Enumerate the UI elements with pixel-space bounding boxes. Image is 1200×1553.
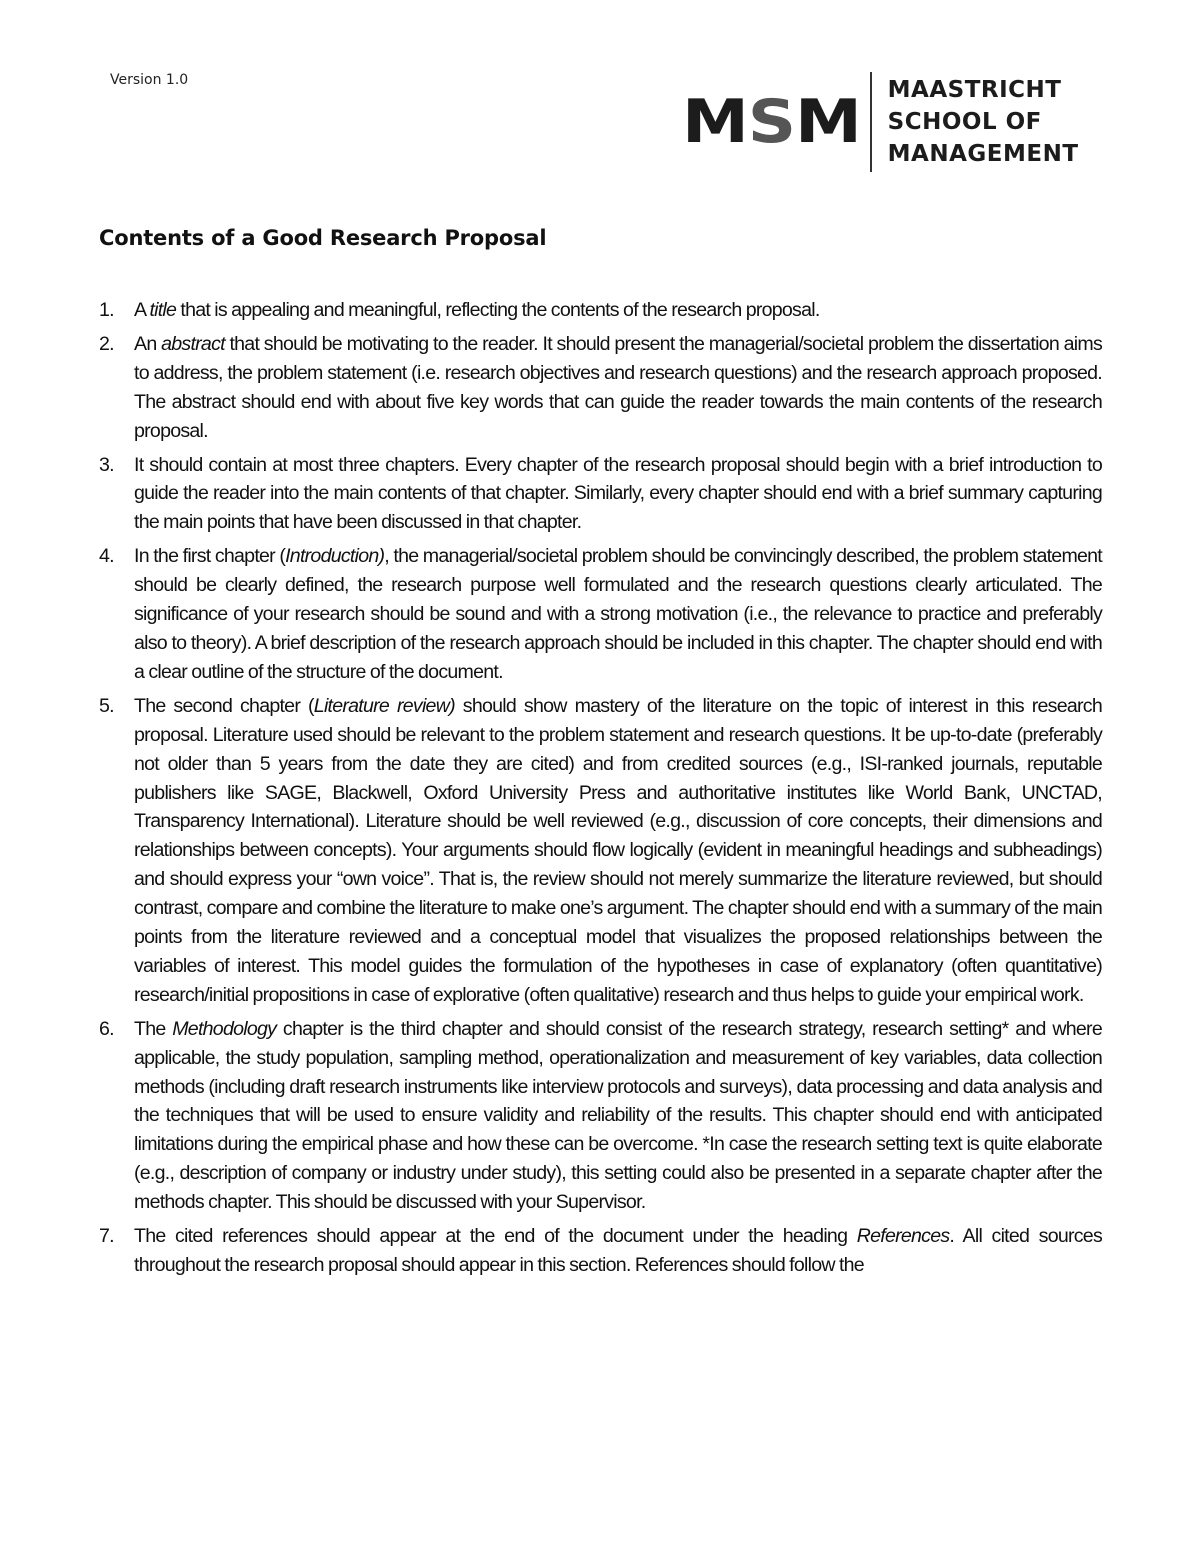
list-item [99, 330, 1102, 446]
list-number: 3. [99, 453, 114, 476]
logo-wordmark [888, 74, 1079, 170]
logo-mark-s: S [747, 87, 796, 157]
item-text: The cited references should appear at the end of the document under the heading [134, 1225, 857, 1248]
list-item [99, 451, 1102, 538]
list-item [99, 692, 1102, 1010]
item-text: A [134, 299, 150, 321]
item-text: In the first chapter ( [134, 545, 286, 568]
list-item [99, 296, 1102, 325]
item-emphasis: Introduction) [285, 545, 385, 568]
item-text: chapter is the third chapter and should consist of the research strategy, research setting* and where applicable, the study population, sampling method, operationalization and measurement of key variables, data collection methods (including draft research instruments like interview protocols and surveys), data processing and data analysis and the techniques that will be used to ensure validity and reliability of the results. This chapter should end with anticipated limitations during the empirical phase and how these can be overcome. *In case the research setting text is quite elaborate (e.g., description of company or industry under study), this setting could also be presented in a separate chapter after the methods chapter. This should be discussed with your Supervisor. [134, 1017, 1102, 1214]
list-number: 5. [99, 694, 114, 717]
item-text: The second chapter ( [134, 694, 314, 717]
logo-line-2: SCHOOL OF [887, 109, 1042, 135]
item-text: that is appealing and meaningful, reflecting the contents of the research proposal. [176, 299, 820, 321]
item-emphasis: title [149, 299, 177, 321]
logo-mark [682, 87, 861, 157]
item-emphasis: Literature review) [313, 694, 455, 717]
item-text: An [134, 332, 162, 355]
item-text: . All cited sources throughout the research proposal should appear in this section. References should follow the [134, 1225, 1103, 1276]
list-number: 1. [99, 299, 114, 321]
item-emphasis: abstract [161, 332, 225, 355]
item-text: , the managerial/societal problem should be convincingly described, the problem statement should be clearly defined, the research purpose well formulated and the research questions clearly articulated. The significance of your research should be sound and with a strong motivation (i.e., the relevance to practice and preferably also to theory). A brief description of the research approach should be included in this chapter. The chapter should end with a clear outline of the structure of the document. [134, 545, 1103, 683]
logo-divider [870, 72, 872, 172]
list-number: 7. [99, 1225, 114, 1248]
item-text: should show mastery of the literature on the topic of interest in this research proposal. Literature used should be relevant to the problem statement and research questions. It be up-to-date (preferably not older than 5 years from the date they are cited) and from credited sources (e.g., ISI-ranked journals, reputable publishers like SAGE, Blackwell, Oxford University Press and authoritative institutes like World Bank, UNCTAD, Transparency International). Literature should be well reviewed (e.g., discussion of core concepts, their dimensions and relationships between concepts). Your arguments should flow logically (evident in meaningful headings and subheadings) and should express your “own voice”. That is, the review should not merely summarize the literature reviewed, but should contrast, compare and combine the literature to make one’s argument. The chapter should end with a summary of the main points from the literature reviewed and a conceptual model that visualizes the proposed relationships between the variables of interest. This model guides the formulation of the hypotheses in case of explanatory (often quantitative) research/initial propositions in case of explorative (often qualitative) research and thus helps to guide your empirical work. [134, 694, 1102, 1006]
logo-line-3: MANAGEMENT [887, 141, 1079, 167]
item-emphasis: References [856, 1225, 950, 1248]
list-item [99, 1222, 1102, 1280]
list-item [99, 1015, 1102, 1217]
list-number: 2. [99, 332, 114, 355]
item-emphasis: Methodology [172, 1017, 277, 1040]
list-number: 4. [99, 545, 114, 568]
document-title: Contents of a Good Research Proposal [99, 226, 547, 250]
msm-logo [682, 70, 1079, 174]
list-number: 6. [99, 1017, 114, 1040]
logo-line-1: MAASTRICHT [887, 77, 1062, 103]
contents-list [99, 296, 1102, 1285]
logo-mark-m2: M [795, 87, 861, 157]
item-text: It should contain at most three chapters. Every chapter of the research proposal should begin with a brief introduction to guide the reader into the main contents of that chapter. Similarly, every chapter should end with a brief summary capturing the main points that have been discussed in that chapter. [134, 453, 1102, 534]
list-item [99, 542, 1102, 687]
item-text: that should be motivating to the reader. It should present the managerial/societal problem the dissertation aims to address, the problem statement (i.e. research objectives and research questions) and the research approach proposed. The abstract should end with about five key words that can guide the reader towards the main contents of the research proposal. [134, 332, 1102, 442]
item-text: The [134, 1017, 173, 1040]
version-label: Version 1.0 [110, 72, 189, 88]
logo-mark-m1: M [682, 87, 748, 157]
